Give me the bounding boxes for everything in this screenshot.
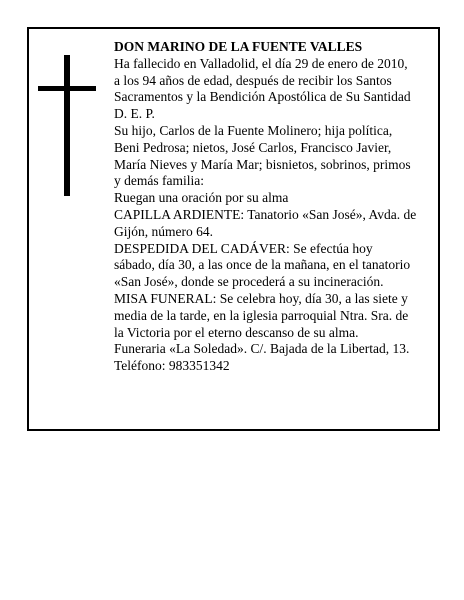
paragraph-funeral-home-info xyxy=(114,341,416,375)
notice-line: D. E. P. xyxy=(114,106,155,122)
cross-vertical-bar xyxy=(64,55,70,196)
notice-line: «San José», donde se procederá a su incineración. xyxy=(114,274,384,290)
notice-line: Beni Pedrosa; nietos, José Carlos, Francisco Javier, xyxy=(114,139,392,155)
notice-line: la Victoria por el eterno descanso de su alma. xyxy=(114,324,359,340)
notice-line: Ha fallecido en Valladolid, el día 29 de enero de 2010, xyxy=(114,55,408,71)
notice-line: media de la tarde, en la iglesia parroquial Ntra. Sra. de xyxy=(114,307,409,323)
notice-line: sábado, día 30, a las once de la mañana, en el tanatorio xyxy=(114,257,411,273)
paragraph-funeral-mass-info xyxy=(114,291,416,341)
paragraph-prayer-request xyxy=(114,190,416,207)
paragraph-death-announcement xyxy=(114,56,416,123)
cross-horizontal-bar xyxy=(38,86,96,91)
notice-line: Su hijo, Carlos de la Fuente Molinero; hija política, xyxy=(114,122,393,138)
paragraph-family-list xyxy=(114,123,416,190)
notice-line: MISA FUNERAL: Se celebra hoy, día 30, a las siete y xyxy=(114,290,408,306)
notice-line: CAPILLA ARDIENTE: Tanatorio «San José», Avda. de xyxy=(114,206,417,222)
notice-line: Ruegan una oración por su alma xyxy=(114,190,289,206)
notice-line: Funeraria «La Soledad». C/. Bajada de la Libertad, 13. xyxy=(114,341,410,357)
notice-line: Teléfono: 983351342 xyxy=(114,358,230,374)
paragraph-chapel-info xyxy=(114,207,416,241)
notice-text xyxy=(114,39,416,375)
notice-line: Sacramentos y la Bendición Apostólica de Su Santidad xyxy=(114,89,411,105)
notice-line: y demás familia: xyxy=(114,173,204,189)
notice-line: Gijón, número 64. xyxy=(114,223,213,239)
paragraph-funeral-procession-info xyxy=(114,241,416,291)
notice-line: María Nieves y María Mar; bisnietos, sobrinos, primos xyxy=(114,156,411,172)
notice-line: DESPEDIDA DEL CADÁVER: Se efectúa hoy xyxy=(114,240,373,256)
deceased-name: DON MARINO DE LA FUENTE VALLES xyxy=(114,39,363,54)
notice-line: a los 94 años de edad, después de recibir los Santos xyxy=(114,72,392,88)
obituary-notice xyxy=(27,27,440,431)
